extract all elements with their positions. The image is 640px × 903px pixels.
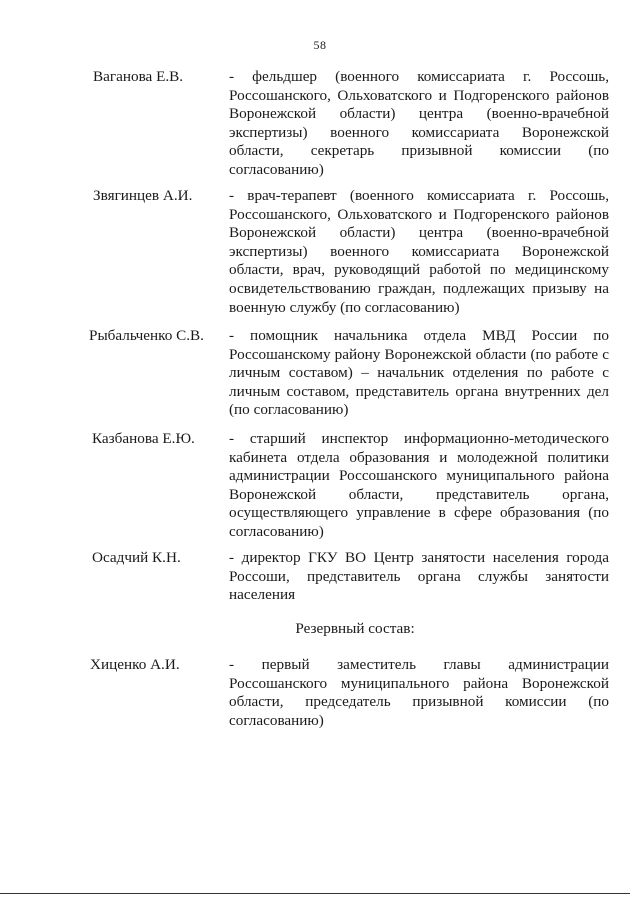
member-name: Хиценко А.И. bbox=[90, 656, 180, 673]
member-description: - фельдшер (военного комиссариата г. Россошь, Россошанского, Ольховатского и Подгоренского районов Воронежской области) центра (военно-врачебной экспертизы) военного комиссариата Воронежской области, секретарь призывной комиссии (по согласованию) bbox=[229, 68, 609, 178]
member-description: - директор ГКУ ВО Центр занятости населения города Россоши, представитель органа службы занятости населения bbox=[229, 549, 609, 604]
member-name: Рыбальченко С.В. bbox=[89, 327, 204, 344]
member-description: - помощник начальника отдела МВД России по Россошанскому району Воронежской области (по работе с личным составом) – начальник отделения по работе с личным составом, представитель органа внутренних дел (по согласованию) bbox=[229, 327, 609, 419]
bottom-divider bbox=[0, 893, 630, 894]
member-name: Ваганова Е.В. bbox=[93, 68, 184, 85]
member-name: Звягинцев А.И. bbox=[93, 187, 193, 204]
member-name: Казбанова Е.Ю. bbox=[92, 430, 195, 447]
member-description: - врач-терапевт (военного комиссариата г. Россошь, Россошанского, Ольховатского и Подгоренского районов Воронежской области) центра (военно-врачебной экспертизы) военного комиссариата Воронежской области, врач, руководящий работой по медицинскому освидетельствованию граждан, подлежащих призыву на военную службу (по согласованию) bbox=[229, 187, 609, 316]
page-number: 58 bbox=[313, 38, 327, 52]
member-description: - старший инспектор информационно-методического кабинета отдела образования и молодежной политики администрации Россошанского муниципального района Воронежской области, представитель органа, осуществляющего управление в сфере образования (по согласованию) bbox=[229, 430, 609, 540]
reserve-heading: Резервный состав: bbox=[295, 620, 415, 637]
member-description: - первый заместитель главы администрации Россошанского муниципального района Воронежской области, председатель призывной комиссии (по согласованию) bbox=[229, 656, 609, 729]
member-name: Осадчий К.Н. bbox=[92, 549, 181, 566]
